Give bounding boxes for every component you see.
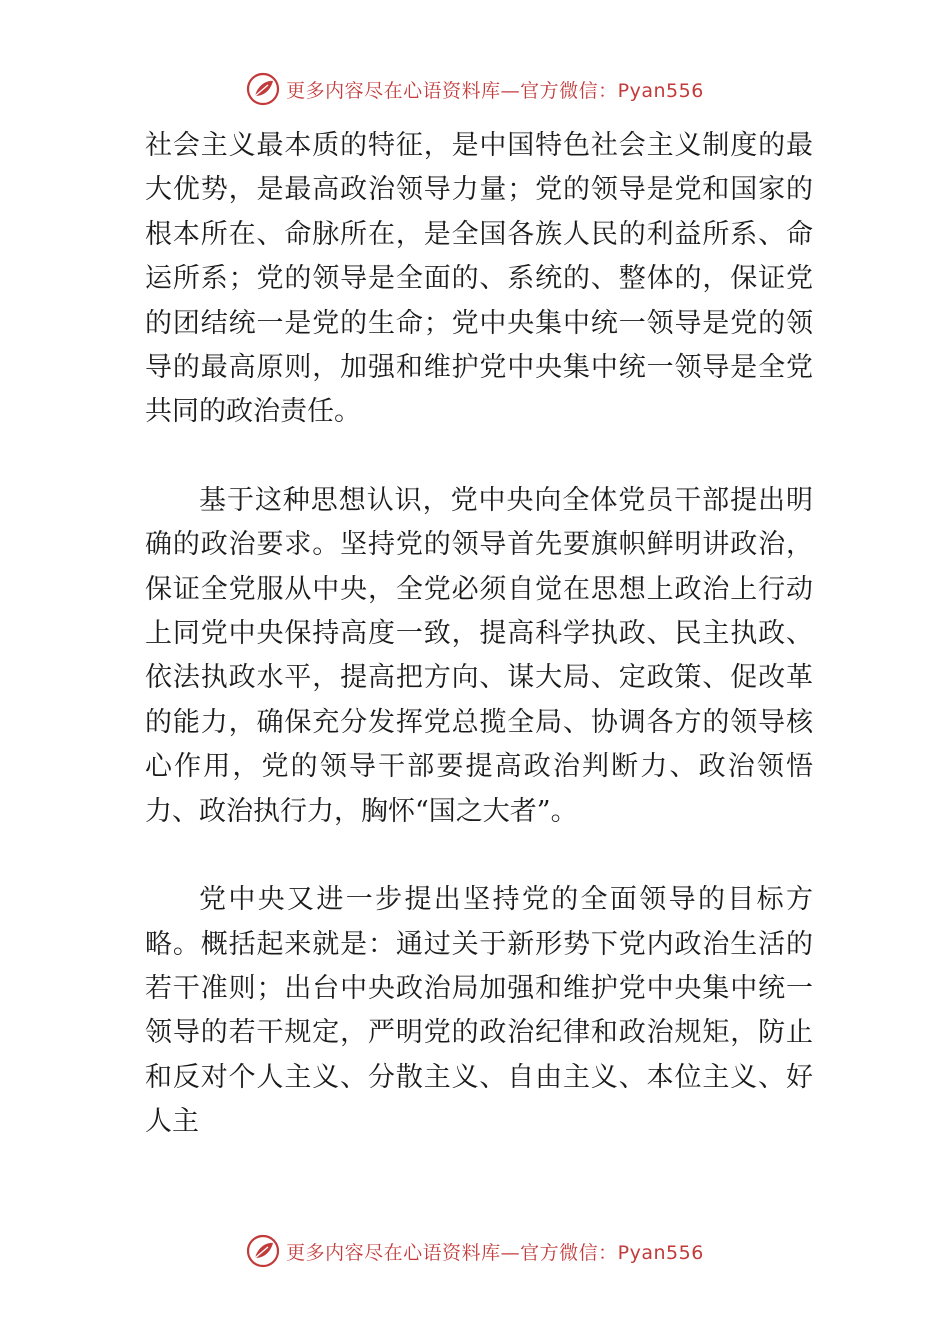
paragraph-2: 基于这种思想认识，党中央向全体党员干部提出明确的政治要求。坚持党的领导首先要旗帜鲜明讲政治，保证全党服从中央，全党必须自觉在思想上政治上行动上同党中央保持高度一致，提高科学执政、民主执政、依法执政水平，提高把方向、谋大局、定政策、促改革的能力，确保充分发挥党总揽全局、协调各方的领导核心作用，党的领导干部要提高政治判断力、政治领悟力、政治执行力，胸怀“国之大者”。	[145, 484, 813, 827]
paragraph-3: 党中央又进一步提出坚持党的全面领导的目标方略。概括起来就是：通过关于新形势下党内政治生活的若干准则；出台中央政治局加强和维护党中央集中统一领导的若干规定，严明党的政治纪律和政治规矩，防止和反对个人主义、分散主义、自由主义、本位主义、好人主	[145, 884, 813, 1138]
watermark-text	[286, 1238, 704, 1265]
document-body	[145, 124, 813, 1145]
footer-watermark	[0, 1234, 950, 1268]
watermark-text-cn: 更多内容尽在心语资料库—官方微信：	[286, 79, 618, 102]
leaf-logo-icon	[246, 72, 280, 106]
watermark-wechat-id: Pyan556	[617, 79, 704, 102]
watermark-wechat-id: Pyan556	[617, 1241, 704, 1264]
watermark-text	[286, 76, 704, 103]
header-watermark	[0, 72, 950, 106]
paragraph-1: 社会主义最本质的特征，是中国特色社会主义制度的最大优势，是最高政治领导力量；党的领导是党和国家的根本所在、命脉所在，是全国各族人民的利益所系、命运所系；党的领导是全面的、系统的、整体的，保证党的团结统一是党的生命；党中央集中统一领导是党的领导的最高原则，加强和维护党中央集中统一领导是全党共同的政治责任。	[145, 130, 813, 428]
leaf-logo-icon	[246, 1234, 280, 1268]
watermark-text-cn: 更多内容尽在心语资料库—官方微信：	[286, 1241, 618, 1264]
